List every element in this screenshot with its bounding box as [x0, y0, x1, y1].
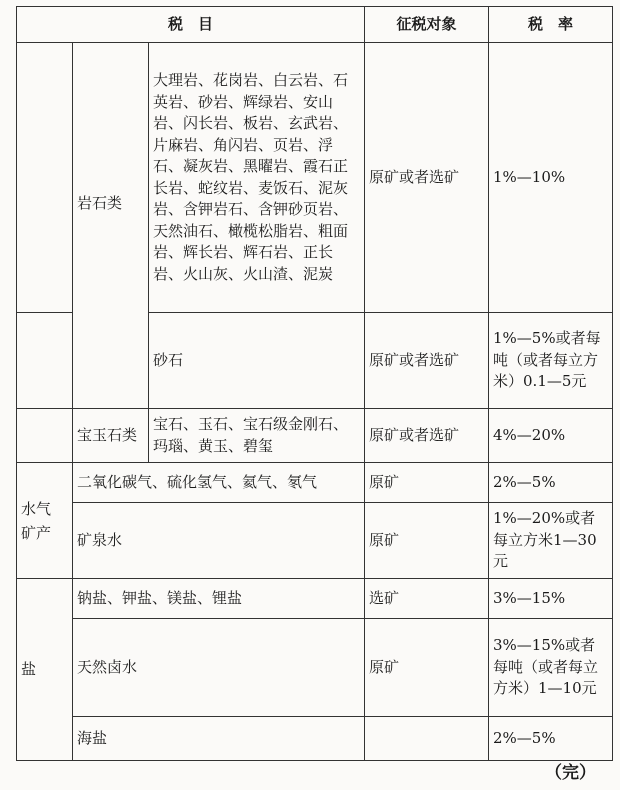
category-water-gas-line1: 水气: [21, 499, 52, 518]
table-row: [17, 579, 613, 619]
end-marker: （完）: [545, 763, 596, 783]
object-cell: 原矿或者选矿: [365, 409, 489, 463]
object-cell: 原矿或者选矿: [365, 313, 489, 409]
item-cell: 矿泉水: [73, 503, 365, 579]
category-cell: [17, 313, 73, 409]
rate-cell: 1%—5%或者每吨（或者每立方米）0.1—5元: [489, 313, 613, 409]
subcategory-gem: 宝玉石类: [73, 409, 149, 463]
item-cell: 天然卤水: [73, 619, 365, 717]
tax-rate-table: [16, 6, 613, 761]
item-cell: 砂石: [149, 313, 365, 409]
table-row: [17, 717, 613, 761]
item-cell: 宝石、玉石、宝石级金刚石、玛瑙、黄玉、碧玺: [149, 409, 365, 463]
header-item: 税 目: [17, 7, 365, 43]
category-water-gas-line2: 矿产: [21, 523, 52, 542]
header-rate: 税 率: [489, 7, 613, 43]
object-cell: 原矿或者选矿: [365, 43, 489, 313]
object-cell: [365, 717, 489, 761]
category-salt: 盐: [17, 579, 73, 761]
header-object: 征税对象: [365, 7, 489, 43]
item-cell: 海盐: [73, 717, 365, 761]
rate-cell: 3%—15%或者每吨（或者每立方米）1—10元: [489, 619, 613, 717]
category-water-gas: [17, 463, 73, 579]
table-row: [17, 43, 613, 313]
category-cell: [17, 43, 73, 313]
object-cell: 原矿: [365, 503, 489, 579]
table-row: [17, 619, 613, 717]
table-row: [17, 503, 613, 579]
rate-cell: 1%—10%: [489, 43, 613, 313]
item-cell: 钠盐、钾盐、镁盐、锂盐: [73, 579, 365, 619]
rate-cell: 2%—5%: [489, 717, 613, 761]
object-cell: 原矿: [365, 463, 489, 503]
item-cell: 大理岩、花岗岩、白云岩、石英岩、砂岩、辉绿岩、安山岩、闪长岩、板岩、玄武岩、片麻岩、角闪岩、页岩、浮石、凝灰岩、黑曜岩、霞石正长岩、蛇纹岩、麦饭石、泥灰岩、含钾岩石、含钾砂页岩、天然油石、橄榄松脂岩、粗面岩、辉长岩、辉石岩、正长岩、火山灰、火山渣、泥炭: [149, 43, 365, 313]
rate-cell: 1%—20%或者每立方米1—30元: [489, 503, 613, 579]
object-cell: 选矿: [365, 579, 489, 619]
item-cell: 二氧化碳气、硫化氢气、氦气、氡气: [73, 463, 365, 503]
rate-cell: 2%—5%: [489, 463, 613, 503]
rate-cell: 3%—15%: [489, 579, 613, 619]
rate-cell: 4%—20%: [489, 409, 613, 463]
table-row: [17, 409, 613, 463]
object-cell: 原矿: [365, 619, 489, 717]
table-row: [17, 463, 613, 503]
subcategory-rock: 岩石类: [73, 43, 149, 409]
table-header-row: [17, 7, 613, 43]
category-cell: [17, 409, 73, 463]
